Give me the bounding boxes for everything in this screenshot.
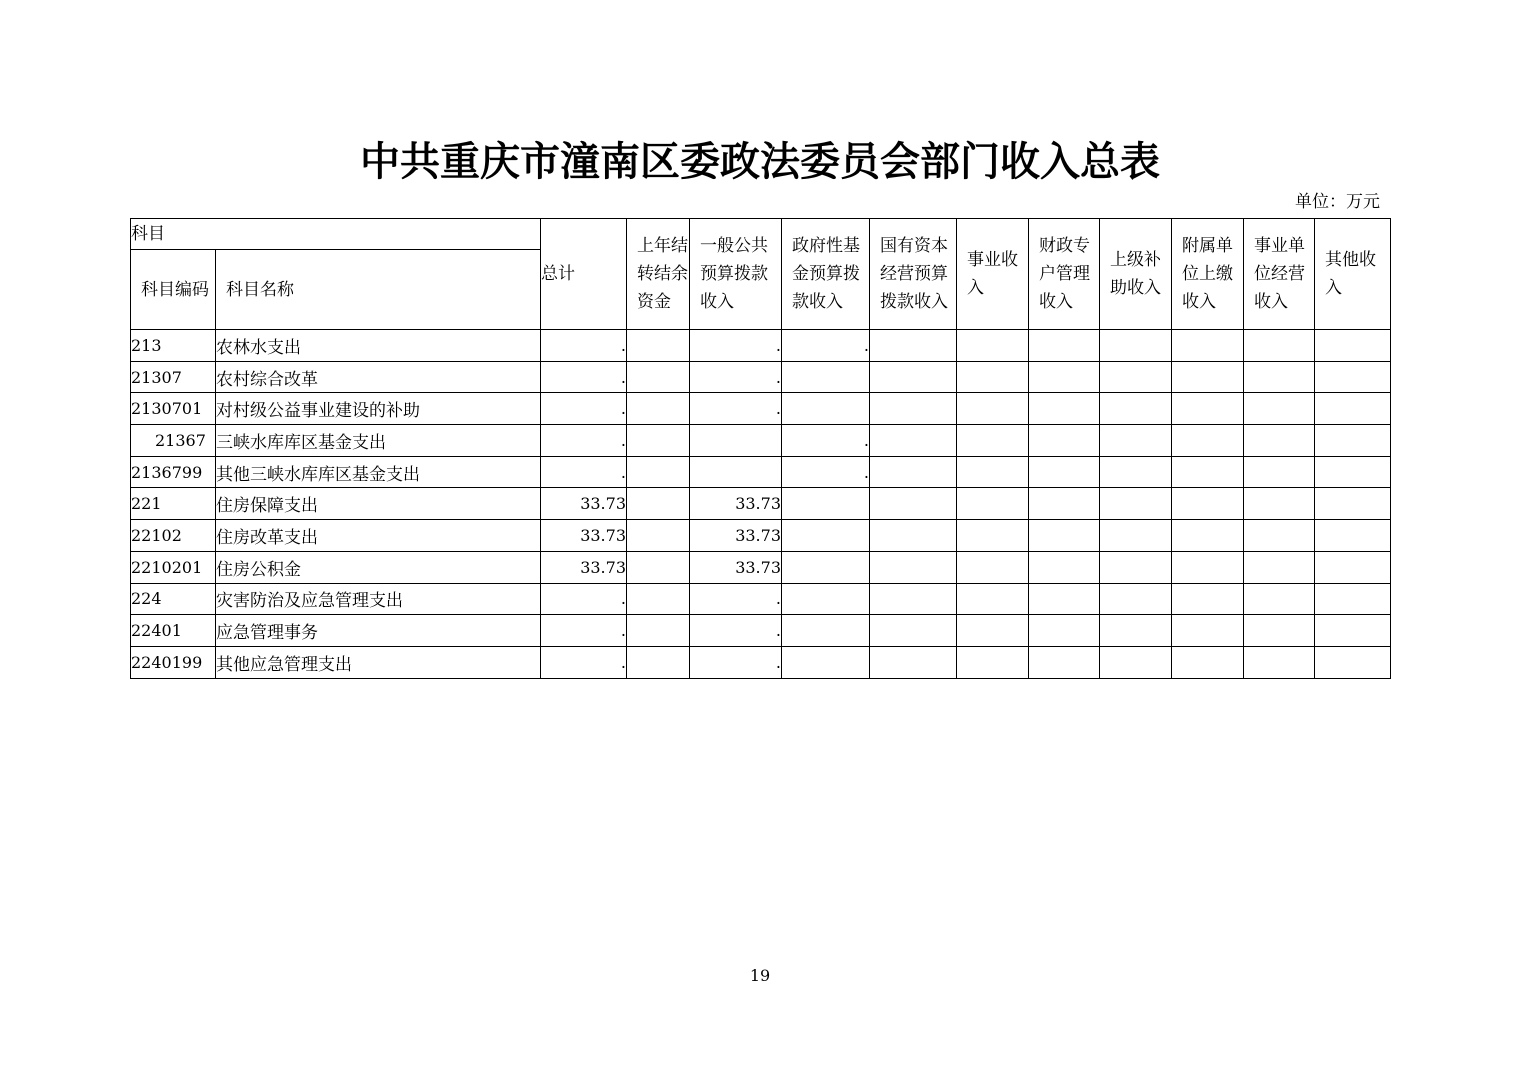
value-cell: [1315, 646, 1391, 678]
value-cell: [870, 615, 957, 647]
value-cell: .: [782, 456, 870, 488]
value-cell: [1029, 456, 1100, 488]
value-cell: .: [690, 330, 782, 362]
value-cell: [957, 361, 1029, 393]
value-cell: [1315, 520, 1391, 552]
subject-name-cell: 农村综合改革: [216, 361, 541, 393]
header-other-income: [1315, 219, 1391, 330]
subject-name-cell: 灾害防治及应急管理支出: [216, 583, 541, 615]
value-cell: [1029, 615, 1100, 647]
value-cell: [957, 520, 1029, 552]
subject-code-cell: 21307: [131, 361, 216, 393]
header-prior-year-carryover: [627, 219, 690, 330]
page-number: 19: [749, 966, 771, 985]
value-cell: .: [541, 425, 627, 457]
value-cell: [1315, 583, 1391, 615]
value-cell: [627, 615, 690, 647]
table-row: [131, 425, 1391, 457]
subject-name-cell: 其他应急管理支出: [216, 646, 541, 678]
value-cell: [957, 583, 1029, 615]
value-cell: [1100, 330, 1172, 362]
header-gov-fund-budget-label: 政府性基金预算拨款收入: [792, 236, 860, 312]
subject-name-cell: 住房保障支出: [216, 488, 541, 520]
value-cell: [782, 393, 870, 425]
value-cell: [782, 551, 870, 583]
value-cell: [957, 425, 1029, 457]
value-cell: [957, 488, 1029, 520]
value-cell: .: [690, 646, 782, 678]
value-cell: 33.73: [690, 488, 782, 520]
value-cell: 33.73: [541, 488, 627, 520]
subject-code-cell: 224: [131, 583, 216, 615]
value-cell: [1244, 393, 1315, 425]
value-cell: [1172, 551, 1244, 583]
value-cell: .: [541, 393, 627, 425]
value-cell: [870, 330, 957, 362]
value-cell: .: [782, 425, 870, 457]
value-cell: .: [541, 456, 627, 488]
value-cell: 33.73: [541, 551, 627, 583]
value-cell: [1315, 488, 1391, 520]
header-special-account-income: [1029, 219, 1100, 330]
table-row: [131, 551, 1391, 583]
header-business-income: [957, 219, 1029, 330]
value-cell: [870, 456, 957, 488]
value-cell: [1172, 361, 1244, 393]
value-cell: [1172, 456, 1244, 488]
table-row: [131, 646, 1391, 678]
value-cell: [1029, 330, 1100, 362]
header-superior-subsidy: [1100, 219, 1172, 330]
subject-name-cell: 住房改革支出: [216, 520, 541, 552]
page-title: 中共重庆市潼南区委政法委员会部门收入总表: [360, 138, 1160, 185]
value-cell: [1244, 330, 1315, 362]
value-cell: [870, 393, 957, 425]
value-cell: [1244, 456, 1315, 488]
value-cell: [627, 330, 690, 362]
value-cell: [1100, 361, 1172, 393]
value-cell: [1315, 393, 1391, 425]
value-cell: .: [541, 330, 627, 362]
value-cell: [1100, 520, 1172, 552]
value-cell: [1172, 520, 1244, 552]
value-cell: [1029, 520, 1100, 552]
subject-name-cell: 应急管理事务: [216, 615, 541, 647]
subject-code-cell: 2210201: [131, 551, 216, 583]
header-general-budget: [690, 219, 782, 330]
value-cell: [957, 456, 1029, 488]
table-row: [131, 361, 1391, 393]
value-cell: [1100, 456, 1172, 488]
value-cell: [870, 583, 957, 615]
subject-name-cell: 住房公积金: [216, 551, 541, 583]
value-cell: [1244, 583, 1315, 615]
income-summary-table: [130, 218, 1391, 679]
value-cell: [1100, 646, 1172, 678]
subject-code-cell: 21367: [131, 425, 216, 457]
value-cell: .: [690, 393, 782, 425]
value-cell: [782, 615, 870, 647]
value-cell: [1315, 361, 1391, 393]
subject-code-cell: 2130701: [131, 393, 216, 425]
header-subject-code: [131, 250, 216, 330]
table-body: [131, 330, 1391, 679]
value-cell: [870, 646, 957, 678]
value-cell: [957, 615, 1029, 647]
value-cell: [627, 520, 690, 552]
value-cell: [1029, 646, 1100, 678]
value-cell: [1029, 551, 1100, 583]
value-cell: .: [541, 361, 627, 393]
header-subject-code-label: 科目编码: [141, 279, 209, 300]
table-row: [131, 456, 1391, 488]
unit-label: 单位：万元: [1295, 192, 1380, 212]
header-total-label: 总计: [541, 264, 575, 284]
value-cell: [1172, 393, 1244, 425]
value-cell: .: [690, 583, 782, 615]
value-cell: [1100, 488, 1172, 520]
value-cell: [782, 361, 870, 393]
value-cell: [1100, 551, 1172, 583]
value-cell: [1244, 425, 1315, 457]
value-cell: [957, 551, 1029, 583]
header-state-capital-budget: [870, 219, 957, 330]
value-cell: .: [782, 330, 870, 362]
value-cell: [1244, 646, 1315, 678]
value-cell: [1315, 551, 1391, 583]
value-cell: [870, 551, 957, 583]
value-cell: [627, 456, 690, 488]
subject-code-cell: 22401: [131, 615, 216, 647]
header-subject-name: [216, 250, 541, 330]
value-cell: 33.73: [690, 520, 782, 552]
value-cell: [957, 393, 1029, 425]
subject-name-cell: 其他三峡水库库区基金支出: [216, 456, 541, 488]
subject-code-cell: 22102: [131, 520, 216, 552]
table-row: [131, 583, 1391, 615]
header-affiliated-remittance-label: 附属单位上缴收入: [1182, 236, 1233, 312]
value-cell: .: [690, 615, 782, 647]
value-cell: [782, 646, 870, 678]
value-cell: [1029, 361, 1100, 393]
subject-group-header: 科目: [131, 219, 541, 250]
header-general-budget-label: 一般公共预算拨款收入: [700, 236, 768, 312]
value-cell: [1244, 488, 1315, 520]
value-cell: [1315, 456, 1391, 488]
value-cell: [1100, 425, 1172, 457]
value-cell: .: [541, 583, 627, 615]
subject-name-cell: 对村级公益事业建设的补助: [216, 393, 541, 425]
value-cell: [1315, 330, 1391, 362]
header-superior-subsidy-label: 上级补助收入: [1110, 250, 1161, 298]
table-row: [131, 393, 1391, 425]
header-gov-fund-budget: [782, 219, 870, 330]
value-cell: [957, 646, 1029, 678]
value-cell: [690, 425, 782, 457]
header-operating-income-label: 事业单位经营收入: [1254, 236, 1305, 312]
value-cell: [782, 583, 870, 615]
value-cell: [1029, 488, 1100, 520]
header-operating-income: [1244, 219, 1315, 330]
value-cell: [1172, 488, 1244, 520]
header-prior-year-carryover-label: 上年结转结余资金: [637, 236, 688, 312]
value-cell: [1172, 583, 1244, 615]
value-cell: [627, 361, 690, 393]
value-cell: [690, 456, 782, 488]
value-cell: [870, 520, 957, 552]
value-cell: [1172, 615, 1244, 647]
value-cell: [1029, 393, 1100, 425]
value-cell: [870, 425, 957, 457]
value-cell: [1172, 425, 1244, 457]
value-cell: .: [541, 646, 627, 678]
value-cell: 33.73: [690, 551, 782, 583]
value-cell: [782, 520, 870, 552]
header-other-income-label: 其他收入: [1325, 250, 1376, 298]
header-special-account-income-label: 财政专户管理收入: [1039, 236, 1090, 312]
header-affiliated-remittance: [1172, 219, 1244, 330]
subject-name-cell: 三峡水库库区基金支出: [216, 425, 541, 457]
value-cell: [1315, 615, 1391, 647]
value-cell: .: [690, 361, 782, 393]
value-cell: .: [541, 615, 627, 647]
value-cell: [1172, 330, 1244, 362]
value-cell: [1315, 425, 1391, 457]
value-cell: [1100, 393, 1172, 425]
header-total: [541, 219, 627, 330]
value-cell: [627, 425, 690, 457]
subject-code-cell: 2240199: [131, 646, 216, 678]
value-cell: 33.73: [541, 520, 627, 552]
value-cell: [1244, 520, 1315, 552]
value-cell: [870, 361, 957, 393]
value-cell: [1100, 583, 1172, 615]
value-cell: [1244, 551, 1315, 583]
value-cell: [627, 488, 690, 520]
value-cell: [1244, 615, 1315, 647]
value-cell: [627, 583, 690, 615]
subject-name-cell: 农林水支出: [216, 330, 541, 362]
value-cell: [1029, 583, 1100, 615]
value-cell: [782, 488, 870, 520]
table-row: [131, 488, 1391, 520]
value-cell: [627, 646, 690, 678]
subject-code-cell: 221: [131, 488, 216, 520]
value-cell: [1172, 646, 1244, 678]
header-business-income-label: 事业收入: [967, 250, 1018, 298]
value-cell: [957, 330, 1029, 362]
value-cell: [627, 551, 690, 583]
table-row: [131, 615, 1391, 647]
table-row: [131, 330, 1391, 362]
header-subject-name-label: 科目名称: [226, 279, 294, 300]
value-cell: [627, 393, 690, 425]
value-cell: [1100, 615, 1172, 647]
value-cell: [1029, 425, 1100, 457]
value-cell: [870, 488, 957, 520]
subject-code-cell: 213: [131, 330, 216, 362]
header-state-capital-budget-label: 国有资本经营预算拨款收入: [880, 236, 948, 312]
value-cell: [1244, 361, 1315, 393]
table-row: [131, 520, 1391, 552]
subject-code-cell: 2136799: [131, 456, 216, 488]
